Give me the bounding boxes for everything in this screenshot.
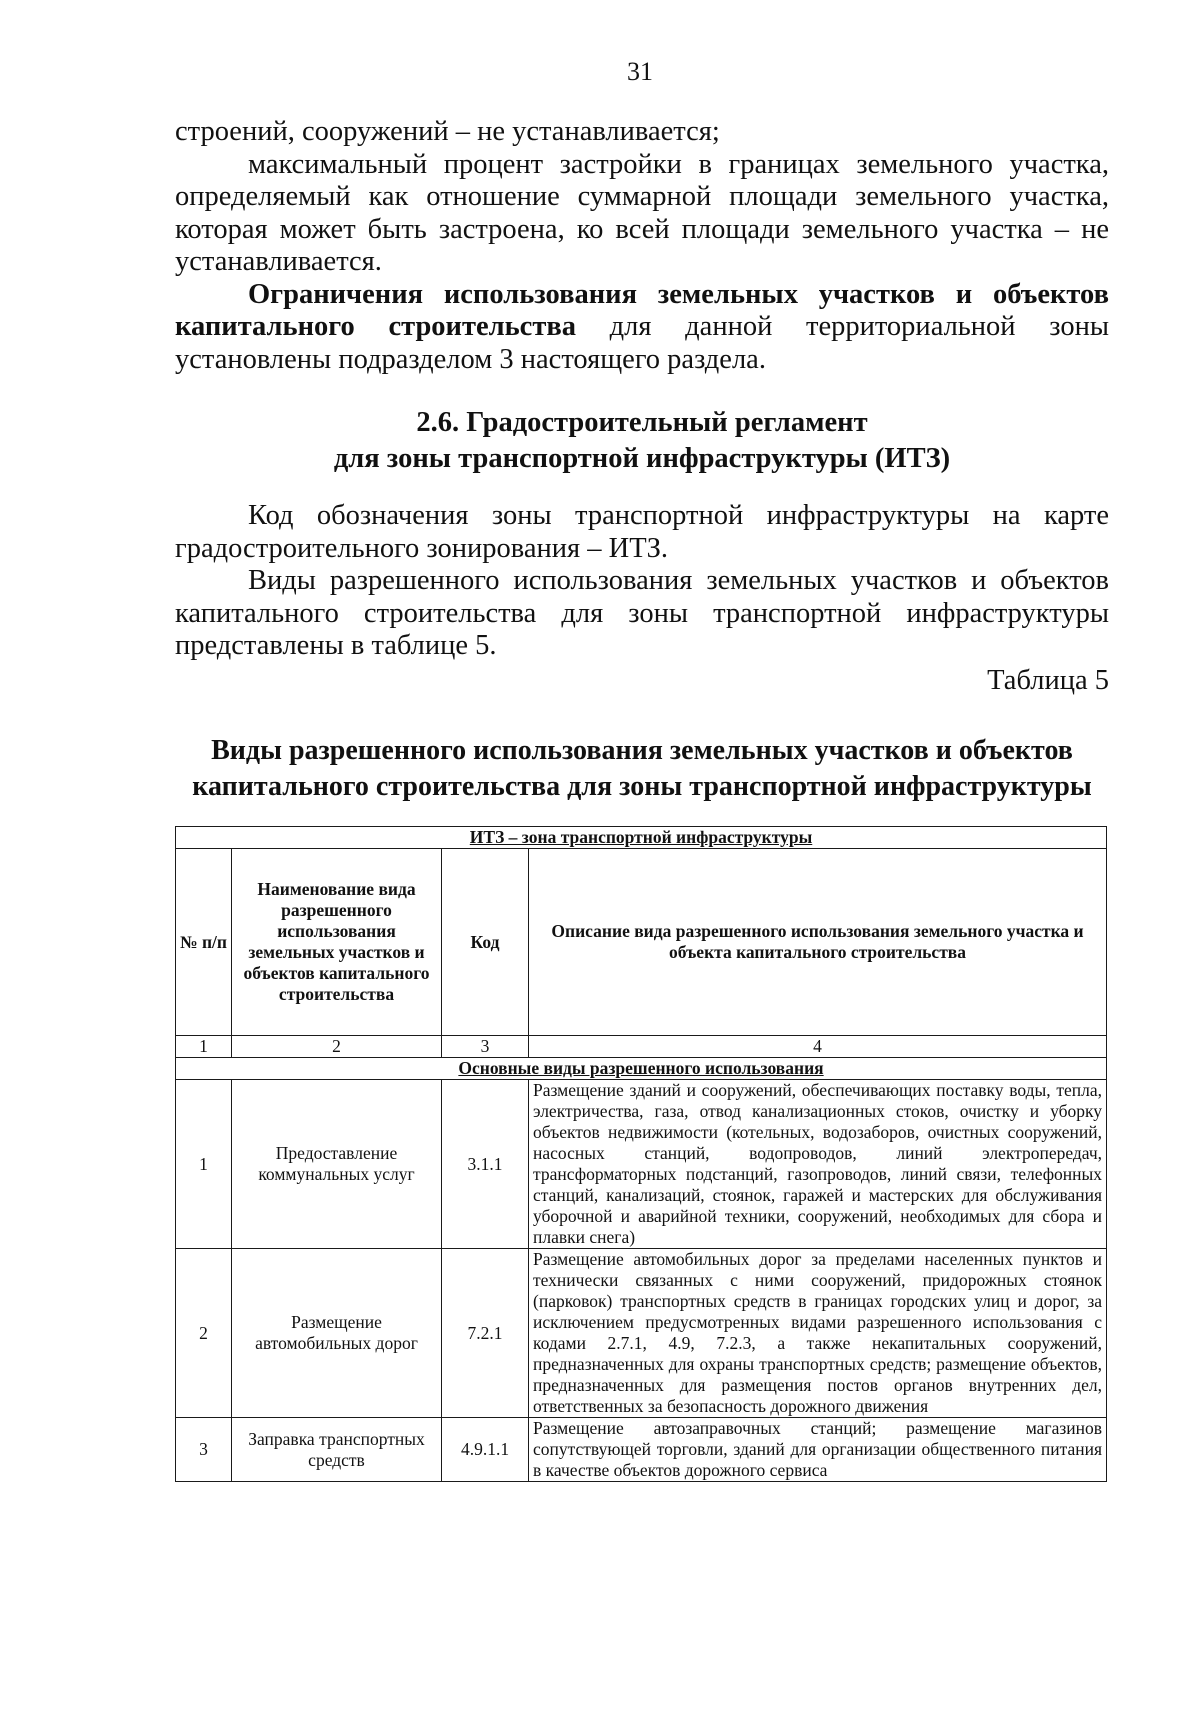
- row-number: 2: [176, 1249, 232, 1418]
- page-number: 31: [627, 57, 653, 86]
- table-header-row: [176, 849, 1107, 1036]
- header-code: Код: [442, 849, 529, 1036]
- table-zone-title: ИТЗ – зона транспортной инфраструктуры: [176, 827, 1107, 849]
- paragraph-table-reference: Виды разрешенного использования земельных участков и объектов капитального строительства для зоны транспортной инфраструктуры представлены в таблице 5.: [175, 565, 1109, 661]
- column-number: 1: [176, 1036, 232, 1058]
- table-category-row: [176, 1058, 1107, 1080]
- restrictions-bold-text: Ограничения использования земельных участков и объектов капитального строительства: [175, 278, 1109, 342]
- row-number: 1: [176, 1080, 232, 1249]
- table-label: Таблица 5: [987, 665, 1109, 696]
- table-zone-row: [176, 827, 1107, 849]
- row-description: Размещение автомобильных дорог за пределами населенных пунктов и технически связанных с ними сооружений, придорожных стоянок (парковок) транспортных средств в границах городских улиц и дорог, за исключением предусмотренных видами разрешенного использования с кодами 2.7.1, 4.9, 7.2.3, а также некапитальных сооружений, предназначенных для охраны транспортных средств; размещение объектов, предназначенных для размещения постов органов внутренних дел, ответственных за безопасность дорожного движения: [529, 1249, 1107, 1418]
- table-row: [176, 1418, 1107, 1482]
- table-title: [175, 733, 1109, 805]
- column-number: 3: [442, 1036, 529, 1058]
- paragraph-continuation: строений, сооружений – не устанавливается;: [175, 116, 720, 147]
- column-number: 4: [529, 1036, 1107, 1058]
- top-text-block: [175, 116, 1109, 376]
- table-column-numbers-row: [176, 1036, 1107, 1058]
- column-number: 2: [232, 1036, 442, 1058]
- section-heading-line-2: для зоны транспортной инфраструктуры (ИТЗ): [333, 443, 951, 474]
- row-use-name: Предоставление коммунальных услуг: [232, 1080, 442, 1249]
- table-row: [176, 1249, 1107, 1418]
- header-name: Наименование вида разрешенного использования земельных участков и объектов капитального строительства: [232, 849, 442, 1036]
- row-code: 7.2.1: [442, 1249, 529, 1418]
- table-title-line-1: Виды разрешенного использования земельных участков и объектов: [211, 735, 1073, 766]
- middle-text-block: [175, 500, 1109, 663]
- row-use-name: Размещение автомобильных дорог: [232, 1249, 442, 1418]
- paragraph-max-percent: максимальный процент застройки в границах земельного участка, определяемый как отношение суммарной площади земельного участка, которая может быть застроена, ко всей площади земельного участка – не устанавливается.: [175, 148, 1109, 277]
- header-description: Описание вида разрешенного использования земельного участка и объекта капитального строительства: [529, 849, 1107, 1036]
- row-code: 3.1.1: [442, 1080, 529, 1249]
- header-num: № п/п: [176, 849, 232, 1036]
- paragraph-zone-code: Код обозначения зоны транспортной инфраструктуры на карте градостроительного зонирования – ИТЗ.: [175, 500, 1109, 564]
- section-heading-line-1: 2.6. Градостроительный регламент: [416, 407, 868, 438]
- section-heading: [175, 405, 1109, 477]
- row-description: Размещение зданий и сооружений, обеспечивающих поставку воды, тепла, электричества, газа, отвод канализационных стоков, очистку и уборку объектов недвижимости (котельных, водозаборов, очистных сооружений, насосных станций, водопроводов, линий электропередач, трансформаторных подстанций, газопроводов, линий связи, телефонных станций, канализаций, стоянок, гаражей и мастерских для обслуживания уборочной и аварийной техники, сооружений, необходимых для сбора и плавки снега): [529, 1080, 1107, 1249]
- restrictions-text: для данной территориальной зоны установлены подразделом 3 настоящего раздела.: [175, 311, 1109, 375]
- category-main-uses: Основные виды разрешенного использования: [176, 1058, 1107, 1080]
- paragraph-restrictions: [175, 279, 1109, 377]
- row-use-name: Заправка транспортных средств: [232, 1418, 442, 1482]
- permitted-uses-table: [175, 826, 1107, 1482]
- table-row: [176, 1080, 1107, 1249]
- row-description: Размещение автозаправочных станций; размещение магазинов сопутствующей торговли, зданий для организации общественного питания в качестве объектов дорожного сервиса: [529, 1418, 1107, 1482]
- row-number: 3: [176, 1418, 232, 1482]
- row-code: 4.9.1.1: [442, 1418, 529, 1482]
- table-title-line-2: капитального строительства для зоны транспортной инфраструктуры: [192, 771, 1092, 802]
